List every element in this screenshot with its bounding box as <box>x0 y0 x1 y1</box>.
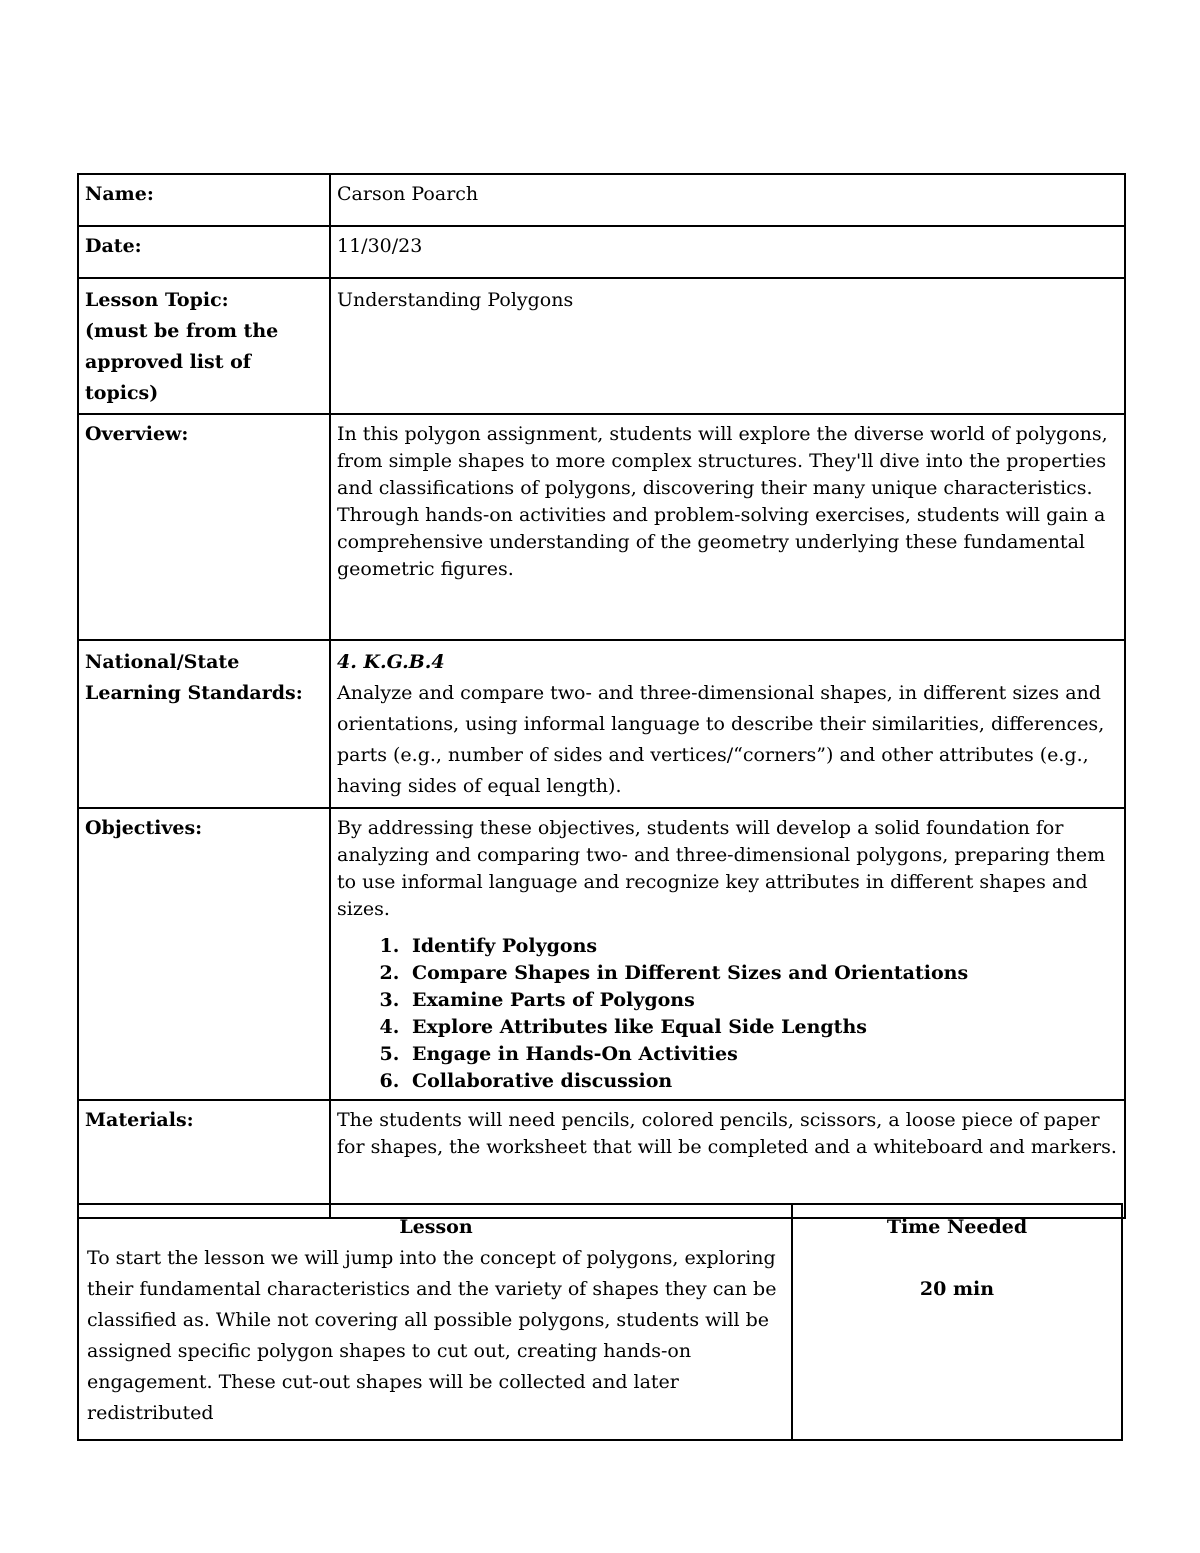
topic-label-line: (must be from the <box>85 320 279 342</box>
objectives-row <box>78 808 1125 1100</box>
objective-item: 2. Compare Shapes in Different Sizes and Orientations <box>406 960 1118 987</box>
objective-item: 3. Examine Parts of Polygons <box>406 987 1118 1014</box>
standards-row <box>78 640 1125 808</box>
standards-label-line: Learning Standards: <box>85 682 303 704</box>
standards-text: Analyze and compare two- and three-dimensional shapes, in different sizes and orientations, using informal language to describe their similarities, differences, parts (e.g., number of sides and vertices/“corners”) and other attributes (e.g., having sides of equal length). <box>337 682 1105 797</box>
lesson-cell <box>78 1204 792 1440</box>
lesson-text: To start the lesson we will jump into the concept of polygons, exploring their fundamental characteristics and the variety of shapes they can be classified as. While not covering all possible polygons, students will be assigned specific polygon shapes to cut out, creating hands-on engagement. These cut-out shapes will be collected and later redistributed <box>87 1247 777 1424</box>
overview-label: Overview: <box>78 414 330 640</box>
topic-label-line: Lesson Topic: <box>85 289 229 311</box>
time-value: 20 min <box>919 1278 995 1300</box>
date-label: Date: <box>78 226 330 278</box>
lesson-heading: Lesson <box>399 1216 473 1238</box>
time-heading: Time Needed <box>886 1216 1028 1238</box>
objectives-intro: By addressing these objectives, students will develop a solid foundation for analyzing and comparing two- and three-dimensional polygons, preparing them to use informal language and recognize key attributes in different shapes and sizes. <box>337 817 1106 920</box>
time-cell <box>792 1204 1122 1440</box>
materials-row <box>78 1100 1125 1218</box>
name-row <box>78 174 1125 226</box>
overview-row <box>78 414 1125 640</box>
topic-row <box>78 278 1125 414</box>
materials-value: The students will need pencils, colored pencils, scissors, a loose piece of paper for shapes, the worksheet that will be completed and a whiteboard and markers. <box>330 1100 1125 1218</box>
objective-item: 5. Engage in Hands-On Activities <box>406 1041 1118 1068</box>
objective-item: 6. Collaborative discussion <box>406 1068 1118 1095</box>
standards-value <box>330 640 1125 808</box>
standards-label-line: National/State <box>85 651 240 673</box>
name-value: Carson Poarch <box>330 174 1125 226</box>
objective-item: 4. Explore Attributes like Equal Side Lengths <box>406 1014 1118 1041</box>
materials-label: Materials: <box>78 1100 330 1218</box>
objective-item: 1. Identify Polygons <box>406 933 1118 960</box>
objectives-value <box>330 808 1125 1100</box>
lesson-row <box>78 1204 1122 1440</box>
topic-value: Understanding Polygons <box>330 278 1125 414</box>
standards-code: 4. K.G.B.4 <box>337 651 445 673</box>
lesson-plan-info-table <box>77 173 1126 1219</box>
topic-label-line: approved list of topics) <box>85 351 251 404</box>
objectives-label: Objectives: <box>78 808 330 1100</box>
overview-value: In this polygon assignment, students will explore the diverse world of polygons, from simple shapes to more complex structures. They'll dive into the properties and classifications of polygons, discovering their many unique characteristics. Through hands-on activities and problem-solving exercises, students will gain a comprehensive understanding of the geometry underlying these fundamental geometric figures. <box>330 414 1125 640</box>
lesson-time-table <box>77 1203 1123 1441</box>
topic-label <box>78 278 330 414</box>
standards-label <box>78 640 330 808</box>
objectives-list <box>337 933 1118 1095</box>
name-label: Name: <box>78 174 330 226</box>
date-row <box>78 226 1125 278</box>
date-value: 11/30/23 <box>330 226 1125 278</box>
